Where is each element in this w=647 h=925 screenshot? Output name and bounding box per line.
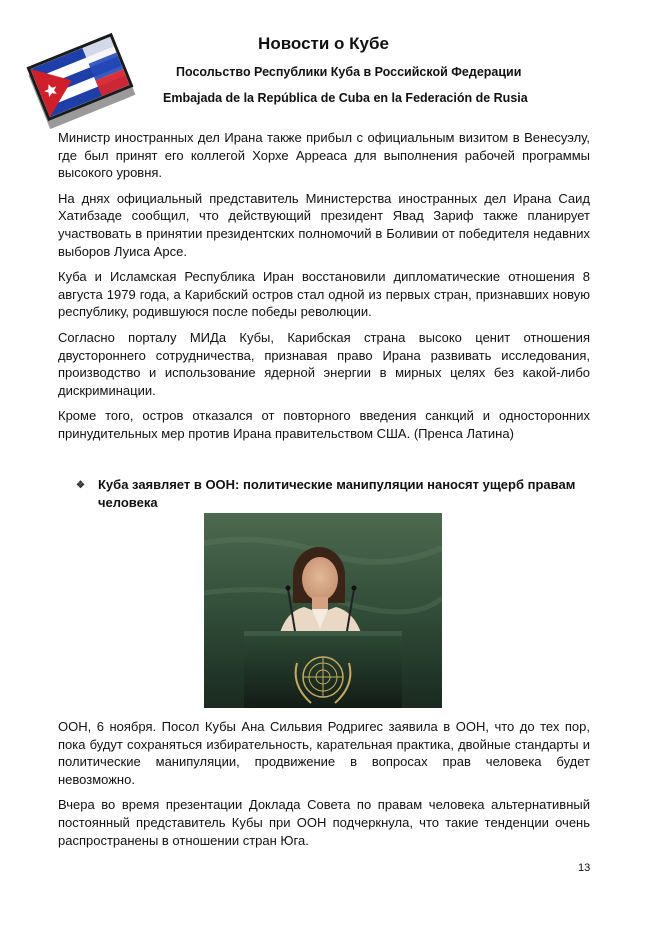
article-headline <box>76 476 591 511</box>
embassy-name-es: Embajada de la República de Cuba en la Federación de Rusia <box>163 91 528 105</box>
paragraph: Согласно порталу МИДа Кубы, Карибская страна высоко ценит отношения двустороннего сотрудничества, признавая право Ирана развивать исследования, производство и использование ядерной энергии в мирных целях без какой-либо дискриминации. <box>58 329 590 398</box>
embassy-name-ru: Посольство Республики Куба в Российской Федерации <box>176 65 522 79</box>
un-general-assembly-speaker-photo <box>204 513 442 708</box>
paragraph: Кроме того, остров отказался от повторного введения санкций и односторонних принудительных мер против Ирана правительством США. (Пренса Латина) <box>58 408 590 441</box>
page-title: Новости о Кубе <box>258 34 389 53</box>
diamond-bullet-icon: ❖ <box>76 480 85 491</box>
paragraph: Министр иностранных дел Ирана также прибыл с официальным визитом в Венесуэлу, где был принят его коллегой Хорхе Арреаса для выполнения рабочей программы высокого уровня. <box>58 130 590 181</box>
headline-text: Куба заявляет в ООН: политические манипуляции наносят ущерб правам человека <box>98 477 576 510</box>
paragraph: Вчера во время презентации Доклада Совета по правам человека альтернативный постоянный представитель Кубы при ООН подчеркнула, что такие тенденции очень распространены в отношении стран Юга. <box>58 797 590 848</box>
photo-graphic <box>204 513 442 708</box>
paragraph: ООН, 6 ноября. Посол Кубы Ана Сильвия Родригес заявила в ООН, что до тех пор, пока будут сохраняться избирательность, карательная практика, двойные стандарты и политические манипуляции, продвижение в вопросах прав человека будет невозможно. <box>58 719 590 787</box>
paragraph: Куба и Исламская Республика Иран восстановили дипломатические отношения 8 августа 1979 года, а Карибский остров стал одной из первых стран, признавших новую республику, родившуюся после победы революции. <box>58 269 590 320</box>
page-number: 13 <box>578 862 591 874</box>
paragraph: На днях официальный представитель Министерства иностранных дел Ирана Саид Хатибзаде сообщил, что действующий президент Явад Зариф также планирует участвовать в принятии президентских полномочий в Боливии от победителя недавних выборов Луиса Арсе. <box>58 190 590 259</box>
article-un-body <box>58 718 590 857</box>
article-iran-body <box>58 129 590 451</box>
